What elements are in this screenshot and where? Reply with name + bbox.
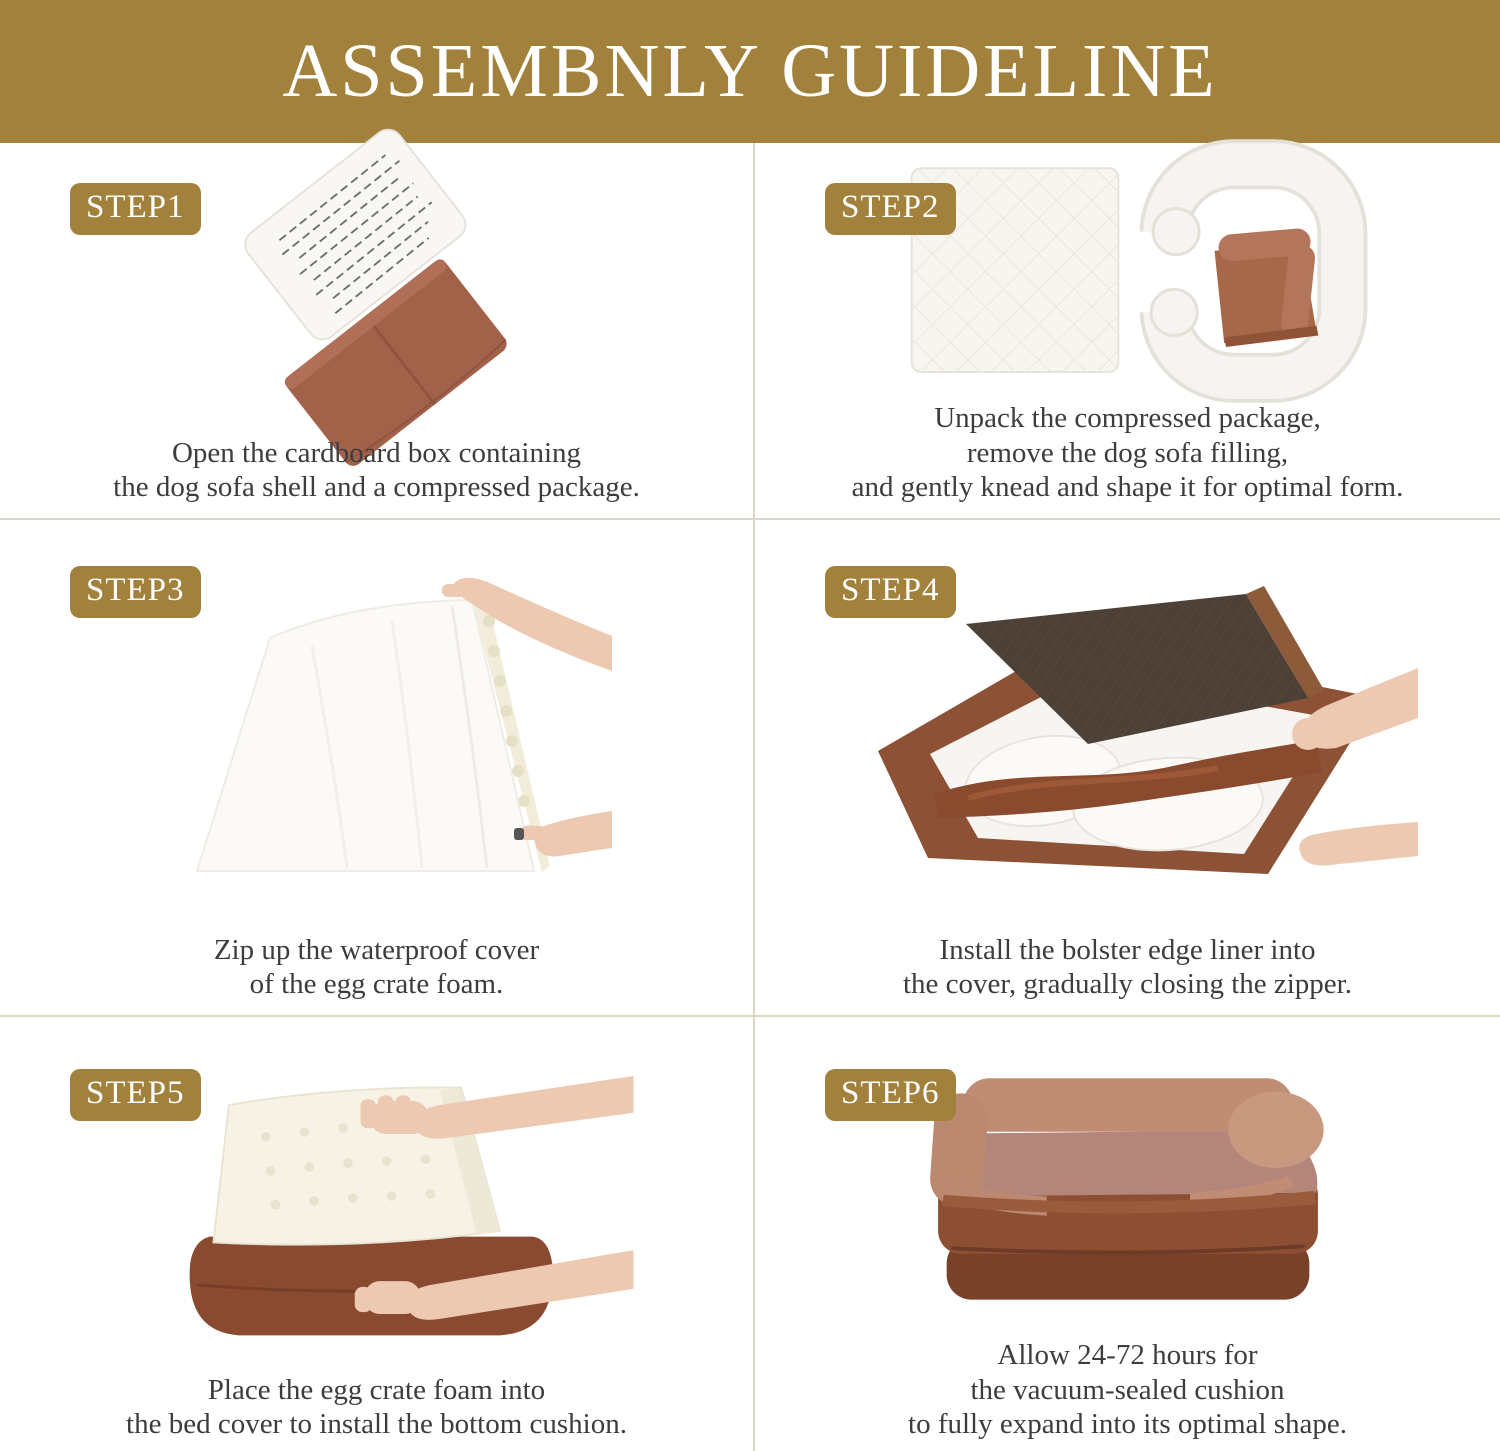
caption-line: remove the dog sofa filling,	[966, 436, 1289, 469]
caption-line: Allow 24-72 hours for	[997, 1339, 1258, 1372]
step4-panel	[753, 518, 1500, 1015]
brown-mini-bolster	[1214, 228, 1318, 348]
caption-line: Install the bolster edge liner into	[939, 933, 1316, 966]
step1-caption	[113, 436, 640, 504]
lower-arm	[1299, 822, 1418, 865]
step6-caption	[908, 1338, 1347, 1441]
caption-line: the vacuum-sealed cushion	[970, 1373, 1285, 1406]
page-title: ASSEMBNLY GUIDELINE	[282, 29, 1218, 113]
step2-photo	[755, 143, 1500, 401]
header-banner	[0, 0, 1500, 143]
caption-line: of the egg crate foam.	[249, 967, 504, 1000]
step1-panel	[0, 143, 753, 518]
upper-arm	[360, 1076, 633, 1139]
caption-line: the cover, gradually closing the zipper.	[903, 967, 1352, 1000]
caption-line: the dog sofa shell and a compressed package.	[113, 470, 640, 503]
step2-panel	[753, 143, 1500, 518]
step1-badge: STEP1	[70, 183, 201, 235]
caption-line: to fully expand into its optimal shape.	[908, 1407, 1347, 1440]
caption-line: and gently knead and shape it for optimal form.	[851, 470, 1404, 503]
caption-line: Zip up the waterproof cover	[213, 933, 540, 966]
step3-caption	[214, 933, 539, 1001]
waterproof-cover-illustration	[142, 576, 612, 876]
caption-line: Unpack the compressed package,	[934, 402, 1321, 435]
step5-caption	[126, 1373, 627, 1441]
pad-and-bolster-filling-illustration	[888, 147, 1368, 397]
step6-photo	[755, 1017, 1500, 1338]
caption-line: the bed cover to install the bottom cushion.	[126, 1407, 627, 1440]
sofa-shell-and-package-illustration	[142, 153, 612, 425]
step5-badge: STEP5	[70, 1069, 201, 1121]
step6-panel	[753, 1015, 1500, 1451]
step3-badge: STEP3	[70, 566, 201, 618]
step4-badge: STEP4	[825, 566, 956, 618]
step6-badge: STEP6	[825, 1069, 956, 1121]
steps-grid	[0, 143, 1500, 1451]
step2-badge: STEP2	[825, 183, 956, 235]
step5-panel	[0, 1015, 753, 1451]
step4-caption	[903, 933, 1352, 1001]
step3-panel	[0, 518, 753, 1015]
bolster-liner-installation-illustration	[838, 576, 1418, 876]
step2-caption	[852, 401, 1404, 504]
caption-line: Place the egg crate foam into	[207, 1373, 546, 1406]
caption-line: Open the cardboard box containing	[171, 436, 582, 469]
